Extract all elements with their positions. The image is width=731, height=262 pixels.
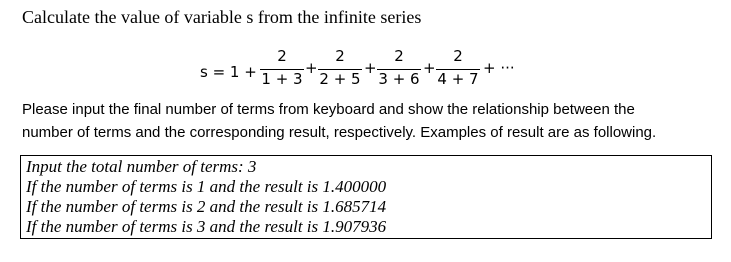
- instructions-line-2: number of terms and the corresponding result, respectively. Examples of result are as following.: [22, 124, 657, 141]
- series-ellipsis: + ···: [483, 59, 515, 77]
- series-formula: [0, 0, 731, 100]
- term-4-denominator: 4 + 7: [437, 70, 479, 88]
- plus-sign-3: +: [423, 59, 436, 77]
- term-4-numerator: 2: [453, 47, 463, 65]
- example-line-4: If the number of terms is 3 and the result is 1.907936: [26, 217, 387, 236]
- formula-lhs: s = 1 +: [200, 63, 257, 81]
- term-1-denominator: 1 + 3: [261, 70, 303, 88]
- example-line-1: Input the total number of terms: 3: [26, 157, 257, 176]
- example-output-box: [20, 155, 712, 239]
- instructions-paragraph: [22, 98, 712, 144]
- term-2-denominator: 2 + 5: [319, 70, 361, 88]
- instructions-line-1: Please input the final number of terms from keyboard and show the relationship between the: [22, 101, 635, 118]
- example-line-3: If the number of terms is 2 and the result is 1.685714: [26, 197, 387, 216]
- problem-title: Calculate the value of variable s from the infinite series: [22, 7, 422, 27]
- term-2-numerator: 2: [335, 47, 345, 65]
- plus-sign-2: +: [364, 59, 377, 77]
- example-line-2: If the number of terms is 1 and the result is 1.400000: [26, 177, 387, 196]
- term-3-numerator: 2: [394, 47, 404, 65]
- plus-sign-1: +: [305, 59, 318, 77]
- term-3-denominator: 3 + 6: [378, 70, 420, 88]
- term-1-numerator: 2: [277, 47, 287, 65]
